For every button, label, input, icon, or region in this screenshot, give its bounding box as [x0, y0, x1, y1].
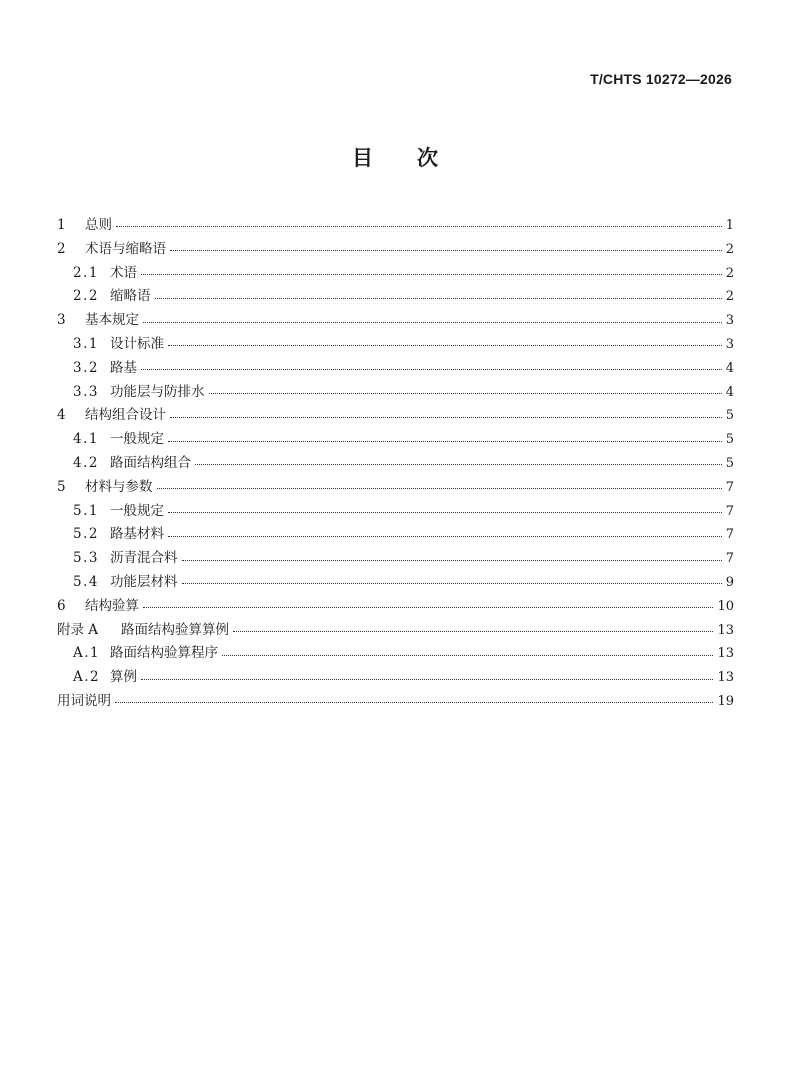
toc-entry-label: 路面结构验算程序: [110, 645, 218, 662]
toc-entry-label: 术语: [110, 264, 137, 281]
toc-entry-label: 一般规定: [110, 502, 164, 519]
toc-dot-leader: [222, 655, 713, 656]
toc-entry-label: 总则: [85, 217, 112, 233]
toc-dot-leader: [143, 607, 713, 608]
toc-entry-number: 2.1: [73, 264, 99, 281]
toc-entry-label: 沥青混合料: [110, 550, 178, 567]
toc-dot-leader: [209, 393, 722, 394]
toc-entry[interactable]: [57, 404, 734, 428]
toc-entry[interactable]: [57, 452, 734, 476]
toc-entry-page-number: 2: [725, 289, 734, 305]
toc-entry-label: 术语与缩略语: [85, 240, 166, 257]
toc-dot-leader: [141, 274, 722, 275]
toc-entry[interactable]: [57, 642, 734, 666]
toc-entry-label: 路面结构验算算例: [121, 621, 229, 638]
toc-entry-page-number: 1: [725, 218, 734, 233]
toc-entry-label: 算例: [110, 669, 137, 686]
toc-entry-number: 5.3: [73, 550, 99, 567]
toc-entry-number: 2.2: [73, 288, 99, 305]
toc-dot-leader: [233, 631, 713, 632]
toc-entry-number: 4.2: [73, 454, 99, 471]
toc-entry-page-number: 13: [717, 670, 734, 686]
toc-entry[interactable]: [57, 666, 734, 690]
toc-entry-page-number: 5: [725, 455, 734, 471]
toc-entry-number: 3.2: [73, 359, 99, 376]
toc-entry-label: 设计标准: [110, 335, 164, 352]
toc-entry[interactable]: [57, 214, 734, 238]
toc-entry-page-number: 5: [725, 432, 734, 448]
toc-entry[interactable]: [57, 476, 734, 500]
toc-entry-label: 材料与参数: [85, 478, 153, 495]
toc-dot-leader: [168, 345, 722, 346]
toc-dot-leader: [168, 441, 722, 442]
toc-entry-number: 4.1: [73, 431, 99, 448]
toc-dot-leader: [182, 583, 722, 584]
toc-dot-leader: [195, 464, 722, 465]
toc-entry-page-number: 7: [725, 503, 734, 519]
document-code: T/CHTS 10272—2026: [590, 71, 732, 87]
table-of-contents: [57, 214, 734, 714]
toc-entry-label: 功能层材料: [110, 573, 178, 590]
toc-entry[interactable]: [57, 547, 734, 571]
toc-entry-number: 4: [57, 407, 66, 424]
toc-entry-label: 功能层与防排水: [110, 383, 205, 400]
toc-dot-leader: [182, 560, 722, 561]
toc-dot-leader: [155, 298, 722, 299]
toc-entry-page-number: 7: [725, 551, 734, 567]
toc-entry-label: 路基: [110, 359, 137, 376]
toc-entry-label: 路基材料: [110, 526, 164, 543]
toc-entry[interactable]: [57, 238, 734, 262]
toc-entry-page-number: 5: [725, 408, 734, 424]
toc-entry-number: 2: [57, 240, 66, 257]
toc-entry-number: 3.1: [73, 335, 99, 352]
toc-entry-page-number: 3: [725, 336, 734, 352]
toc-entry-page-number: 2: [725, 265, 734, 281]
toc-entry-number: A.1: [73, 645, 101, 662]
toc-entry-number: 6: [57, 597, 66, 614]
toc-entry-number: 附录 A: [57, 621, 99, 638]
toc-entry[interactable]: [57, 523, 734, 547]
toc-entry-number: 3.3: [73, 383, 99, 400]
toc-entry[interactable]: [57, 595, 734, 619]
toc-entry-number: 3: [57, 312, 66, 329]
toc-entry[interactable]: [57, 285, 734, 309]
toc-entry[interactable]: [57, 571, 734, 595]
toc-entry-page-number: 4: [725, 360, 734, 376]
toc-entry-number: A.2: [73, 669, 101, 686]
toc-entry[interactable]: [57, 619, 734, 643]
toc-entry-page-number: 19: [717, 693, 734, 709]
toc-entry[interactable]: [57, 309, 734, 333]
toc-entry-page-number: 4: [725, 384, 734, 400]
toc-entry-page-number: 7: [725, 479, 734, 495]
toc-entry-label: 一般规定: [110, 431, 164, 448]
toc-entry-label: 结构组合设计: [85, 407, 166, 424]
toc-entry[interactable]: [57, 500, 734, 524]
toc-dot-leader: [115, 702, 713, 703]
toc-dot-leader: [170, 417, 722, 418]
toc-entry-page-number: 3: [725, 313, 734, 329]
toc-entry-page-number: 10: [717, 598, 734, 614]
toc-dot-leader: [168, 536, 722, 537]
toc-entry-label: 路面结构组合: [110, 454, 191, 471]
toc-entry-label: 结构验算: [85, 597, 139, 614]
toc-dot-leader: [141, 369, 722, 370]
page-title: 目次: [352, 146, 482, 170]
toc-dot-leader: [141, 679, 713, 680]
toc-entry-number: 5: [57, 478, 66, 495]
toc-entry-page-number: 2: [725, 241, 734, 257]
toc-entry[interactable]: [57, 381, 734, 405]
toc-entry-number: 5.2: [73, 526, 99, 543]
toc-entry-page-number: 13: [717, 622, 734, 638]
toc-dot-leader: [143, 322, 722, 323]
toc-entry-page-number: 7: [725, 527, 734, 543]
toc-entry[interactable]: [57, 262, 734, 286]
toc-dot-leader: [168, 512, 722, 513]
toc-entry[interactable]: [57, 357, 734, 381]
toc-dot-leader: [170, 250, 722, 251]
toc-entry-label: 缩略语: [110, 288, 151, 305]
toc-entry-label: 用词说明: [57, 692, 111, 709]
toc-entry-number: 5.1: [73, 502, 99, 519]
toc-entry[interactable]: [57, 690, 734, 714]
toc-entry[interactable]: [57, 333, 734, 357]
toc-dot-leader: [116, 226, 722, 227]
toc-entry-page-number: 9: [725, 574, 734, 590]
toc-entry-label: 基本规定: [85, 312, 139, 329]
toc-dot-leader: [157, 488, 722, 489]
toc-entry[interactable]: [57, 428, 734, 452]
toc-entry-page-number: 13: [717, 646, 734, 662]
toc-entry-number: 5.4: [73, 573, 99, 590]
toc-entry-number: 1: [57, 217, 66, 233]
